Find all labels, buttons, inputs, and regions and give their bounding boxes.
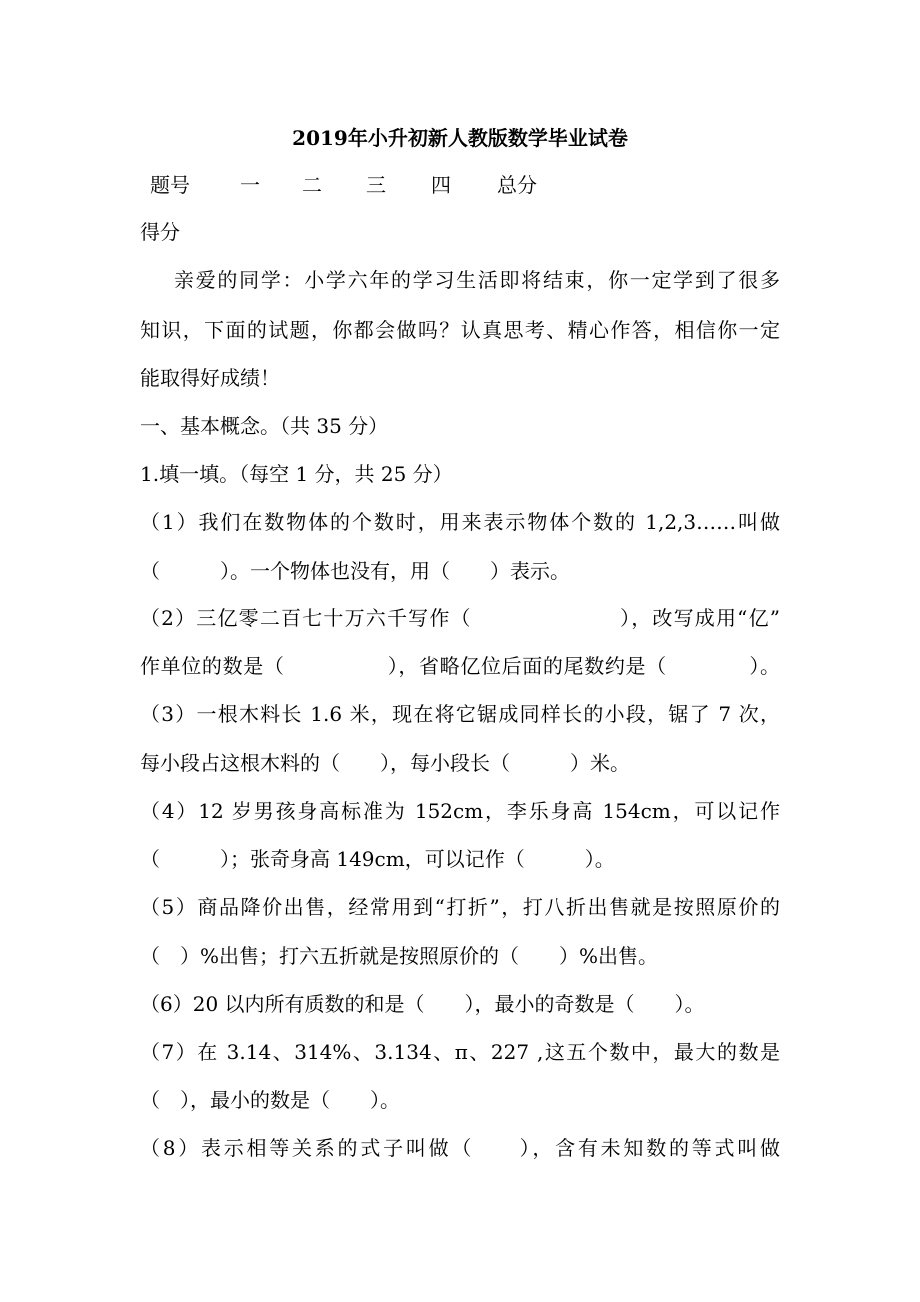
- question-line: （7）在 3.14、314%、3.134、π、227 ,这五个数中，最大的数是: [140, 1040, 780, 1064]
- score-header-cell: 四: [431, 173, 451, 197]
- score-header-cell: 二: [302, 173, 322, 197]
- intro-line: 知识，下面的试题，你都会做吗？认真思考、精心作答，相信你一定: [140, 318, 780, 342]
- score-table-header: [0, 171, 920, 199]
- question-line: （1）我们在数物体的个数时，用来表示物体个数的 1,2,3……叫做: [140, 510, 780, 534]
- section-heading: 一、基本概念。（共 35 分）: [140, 414, 389, 438]
- question-line: （4）12 岁男孩身高标准为 152cm，李乐身高 154cm，可以记作: [140, 799, 780, 823]
- question-line: 每小段占这根木料的（ ），每小段长（ ）米。: [140, 751, 630, 775]
- question-line: 作单位的数是（ ），省略亿位后面的尾数约是（ ）。: [140, 654, 780, 678]
- question-line: （3）一根木料长 1.6 米，现在将它锯成同样长的小段，锯了 7 次，: [140, 702, 780, 726]
- score-header-cell: 总分: [497, 173, 537, 197]
- exam-title: 2019年小升初新人教版数学毕业试卷: [292, 126, 628, 150]
- score-header-cell: 三: [366, 173, 386, 197]
- question-line: （ ）%出售；打六五折就是按照原价的（ ）%出售。: [140, 944, 659, 968]
- score-header-cell: 题号: [150, 173, 190, 197]
- question-line: （8）表示相等关系的式子叫做（ ），含有未知数的等式叫做: [140, 1136, 780, 1160]
- question-line: （ ）。一个物体也没有，用（ ）表示。: [140, 559, 570, 583]
- question-heading: 1.填一填。（每空 1 分，共 25 分）: [140, 462, 453, 486]
- score-row-label: 得分: [140, 220, 180, 244]
- question-line: （ ），最小的数是（ ）。: [140, 1088, 400, 1112]
- question-line: （5）商品降价出售，经常用到“打折”，打八折出售就是按照原价的: [140, 895, 780, 919]
- question-line: （ ）；张奇身高 149cm，可以记作（ ）。: [140, 847, 615, 871]
- intro-line: 亲爱的同学：小学六年的学习生活即将结束，你一定学到了很多: [174, 268, 780, 292]
- score-header-cell: 一: [240, 173, 260, 197]
- intro-line: 能取得好成绩！: [140, 366, 280, 390]
- question-line: （6）20 以内所有质数的和是（ ），最小的奇数是（ ）。: [140, 992, 705, 1016]
- question-line: （2）三亿零二百七十万六千写作（ ），改写成用“亿”: [140, 606, 780, 630]
